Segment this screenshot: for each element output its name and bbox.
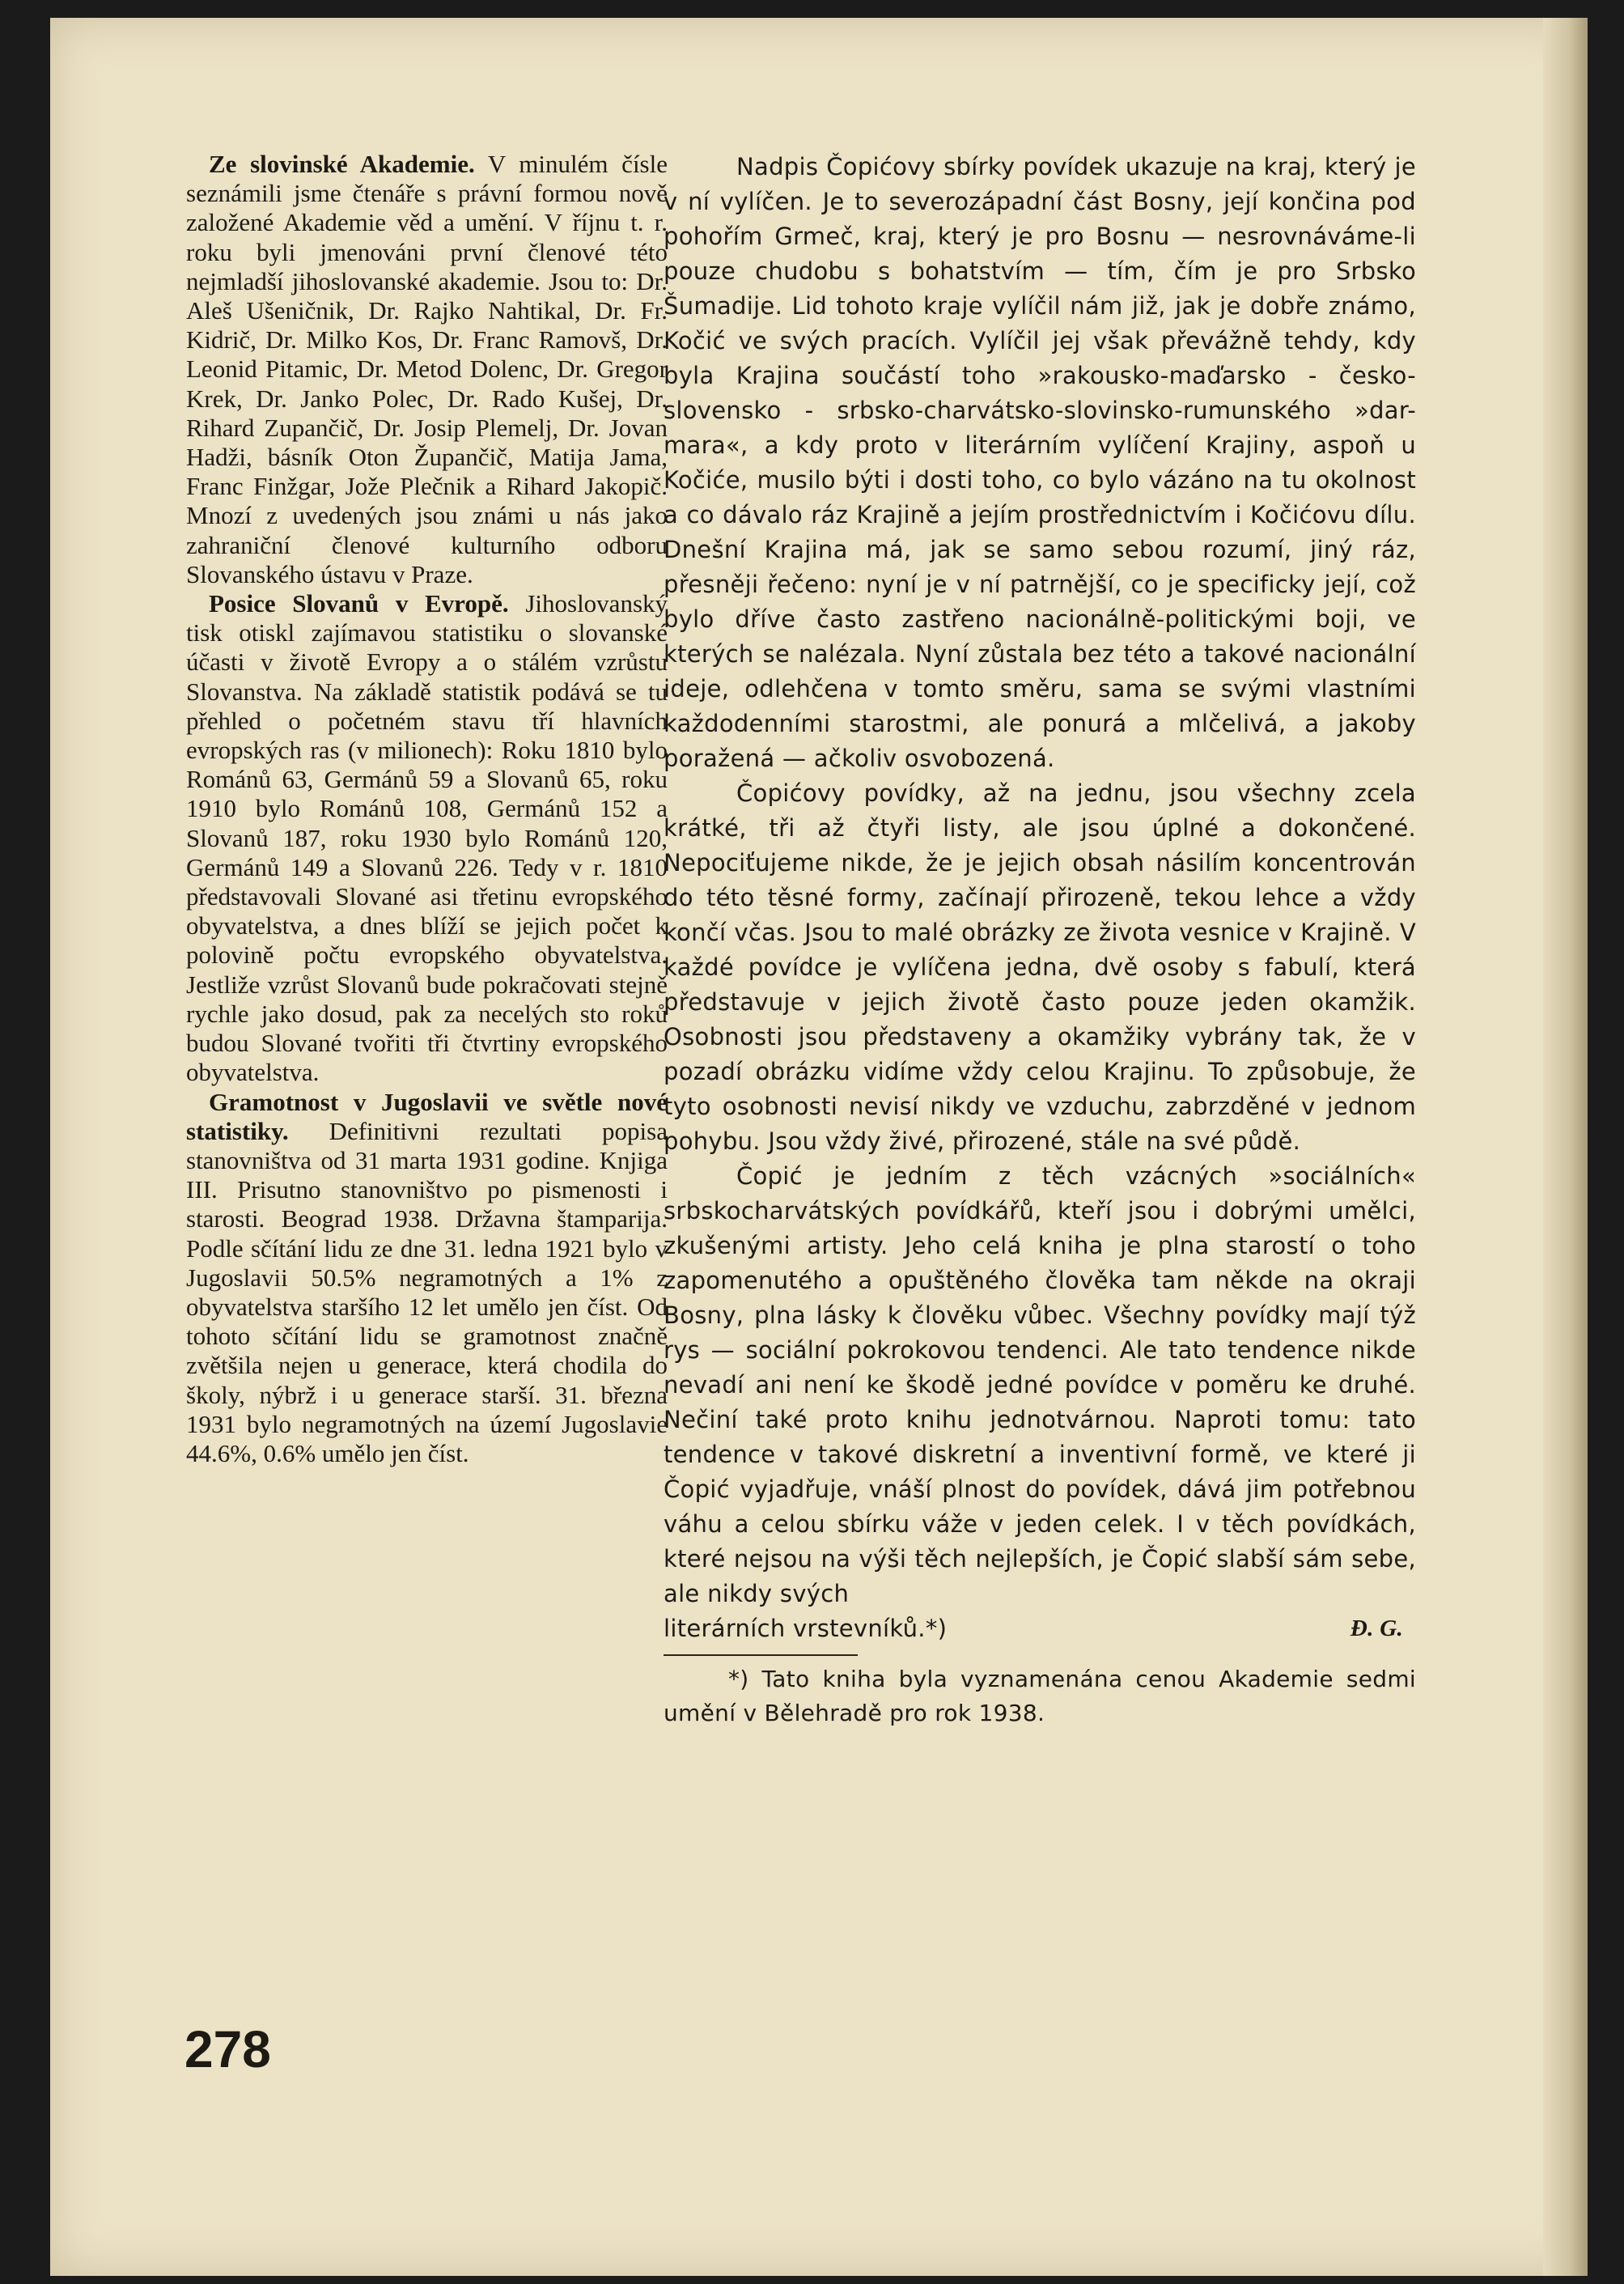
footnote-divider bbox=[664, 1654, 858, 1656]
review-paragraph: Čopić je jedním z těch vzácných »sociálních« srbskocharvátských povídkářů, kteří jsou i dobrými umělci, zkušenými artisty. Jeho celá kniha je plna starostí o toho zapomenutého a opuštěného člověka tam někde na okraji Bosny, plna lásky k člověku vůbec. Všechny povídky mají týž rys — sociální pokrokovou tendenci. Ale tato tendence nikde nevadí ani není ke škodě jedné povídce v poměru ke druhé. Nečiní také proto knihu jednotvárnou. Naproti tomu: tato tendence v takové diskretní a inventivní formě, ve které ji Čopić vyjadřuje, vnáší plnost do povídek, dává jim potřebnou váhu a celou sbírku váže v jeden celek. I v těch povídkách, které nejsou na výši těch nejlepších, je Čopić slabší sám sebe, ale nikdy svých bbox=[664, 1162, 1416, 1607]
right-column bbox=[664, 150, 1416, 1730]
section-body: V minulém čísle seznámili jsme čtenáře s právní formou nově založené Akademie věd a umění. V říjnu t. r. roku byli jmenováni první členové této nejmladší jihoslovanské akademie. Jsou to: Dr. Aleš Ušeničnik, Dr. Rajko Nahtikal, Dr. Fr. Kidrič, Dr. Milko Kos, Dr. Franc Ramovš, Dr. Leonid Pitamic, Dr. Metod Dolenc, Dr. Gregor Krek, Dr. Janko Polec, Dr. Rado Kušej, Dr. Rihard Zupančič, Dr. Josip Plemelj, Dr. Jovan Hadži, básník Oton Župančič, Matija Jama, Franc Finžgar, Jože Plečnik a Rihard Jakopič. Mnozí z uvedených jsou známi u nás jako zahraniční členové kulturního odboru Slovanského ústavu v Praze. bbox=[186, 150, 668, 588]
news-item-literacy-yugoslavia bbox=[186, 1088, 668, 1469]
news-item-slavs-in-europe bbox=[186, 589, 668, 1087]
section-body: Definitivni rezultati popisa stanovništva od 31 marta 1931 godine. Knjiga III. Prisutno stanovništvo po pismenosti i starosti. Beograd 1938. Državna štamparija. Podle sčítání lidu ze dne 31. ledna 1921 bylo v Jugoslavii 50.5% negramotných a 1% z obyvatelstva staršího 12 let umělo jen číst. Od tohoto sčítání lidu se gramotnost značně zvětšila nejen u generace, která chodila do školy, nýbrž i u generace starší. 31. března 1931 bylo negramotných na území Jugoslavie 44.6%, 0.6% umělo jen číst. bbox=[186, 1116, 668, 1467]
author-signature: Đ. G. bbox=[1350, 1615, 1403, 1641]
review-paragraph: Čopićovy povídky, až na jednu, jsou všechny zcela krátké, tři až čtyři listy, ale jsou úplné a dokončené. Nepociťujeme nikde, že je jejich obsah násilím koncentrován do této těsné formy, začínají přirozeně, tekou lehce a vždy končí včas. Jsou to malé obrázky ze života vesnice v Krajině. V každé povídce je vylíčena jedna, dvě osoby s fabulí, která představuje v jejich životě často pouze jeden okamžik. Osobnosti jsou představeny a okamžiky vybrány tak, že v pozadí obrázku vidíme vždy celou Krajinu. To způsobuje, že tyto osobnosti nevisí nikdy ve vzduchu, zabrzděné v jednom pohybu. Jsou vždy živé, přirozené, stále na své půdě. bbox=[664, 779, 1416, 1155]
section-title: Gramotnost v Jugoslavii ve světle nové statistiky. bbox=[186, 1087, 668, 1145]
section-body: Jihoslovanský tisk otiskl zajímavou statistiku o slovanské účasti v životě Evropy a o stálém vzrůstu Slovanstva. Na základě statistik podává se tu přehled o početném stavu tří hlavních evropských ras (v milionech): Roku 1810 bylo Románů 63, Germánů 59 a Slovanů 65, roku 1910 bylo Románů 108, Germánů 152 a Slovanů 187, roku 1930 bylo Románů 120, Germánů 149 a Slovanů 226. Tedy v r. 1810 představovali Slované asi třetinu evropského obyvatelstva, a dnes blíží se jejich počet k polovině počtu evropského obyvatelstva. Jestliže vzrůst Slovanů bude pokračovati stejně rychle jako dosud, pak za necelých sto roků budou Slované tvořiti tři čtvrtiny evropského obyvatelstva. bbox=[186, 589, 668, 1087]
page-number: 278 bbox=[184, 2020, 271, 2078]
news-item-slovene-academy bbox=[186, 150, 668, 589]
review-paragraph: Nadpis Čopićovy sbírky povídek ukazuje na kraj, který je v ní vylíčen. Je to severozápadní část Bosny, její končina pod pohořím Grmeč, kraj, který je pro Bosnu — nesrovnáváme-li pouze chudobu s bohatstvím — tím, čím je pro Srbsko Šumadije. Lid tohoto kraje vylíčil nám již, jak je dobře známo, Kočić ve svých pracích. Vylíčil jej však převážně tehdy, kdy byla Krajina součástí toho »rakousko-maďarsko - česko-slovensko - srbsko-charvátsko-slovinsko-rumunského »dar-mara«, a kdy proto v literárním vylíčení Krajiny, aspoň u Kočiće, musilo býti i dosti toho, co bylo vázáno na tu okolnost a co dávalo ráz Krajině a jejím prostřednictvím i Kočićovu dílu. Dnešní Krajina má, jak se samo sebou rozumí, jiný ráz, přesněji řečeno: nyní je v ní patrnější, co je specificky její, což bylo dříve často zastřeno nacionálně-politickými boji, ve kterých se nalézala. Nyní zůstala bez této a takové nacionální ideje, odlehčena v tomto směru, sama se svými vlastními každodenními starostmi, ale ponurá a mlčelivá, a jakoby poražená — ačkoliv osvobozená. bbox=[664, 153, 1416, 772]
section-title: Ze slovinské Akademie. bbox=[209, 150, 475, 178]
left-column bbox=[186, 150, 668, 1468]
review-closing-line bbox=[664, 1611, 1416, 1646]
section-title: Posice Slovanů v Evropě. bbox=[209, 589, 509, 618]
review-last-line: literárních vrstevníků.*) bbox=[664, 1615, 948, 1642]
page-edge bbox=[1543, 18, 1588, 2276]
footnote: *) Tato kniha byla vyznamenána cenou Akademie sedmi umění v Bělehradě pro rok 1938. bbox=[664, 1666, 1416, 1726]
